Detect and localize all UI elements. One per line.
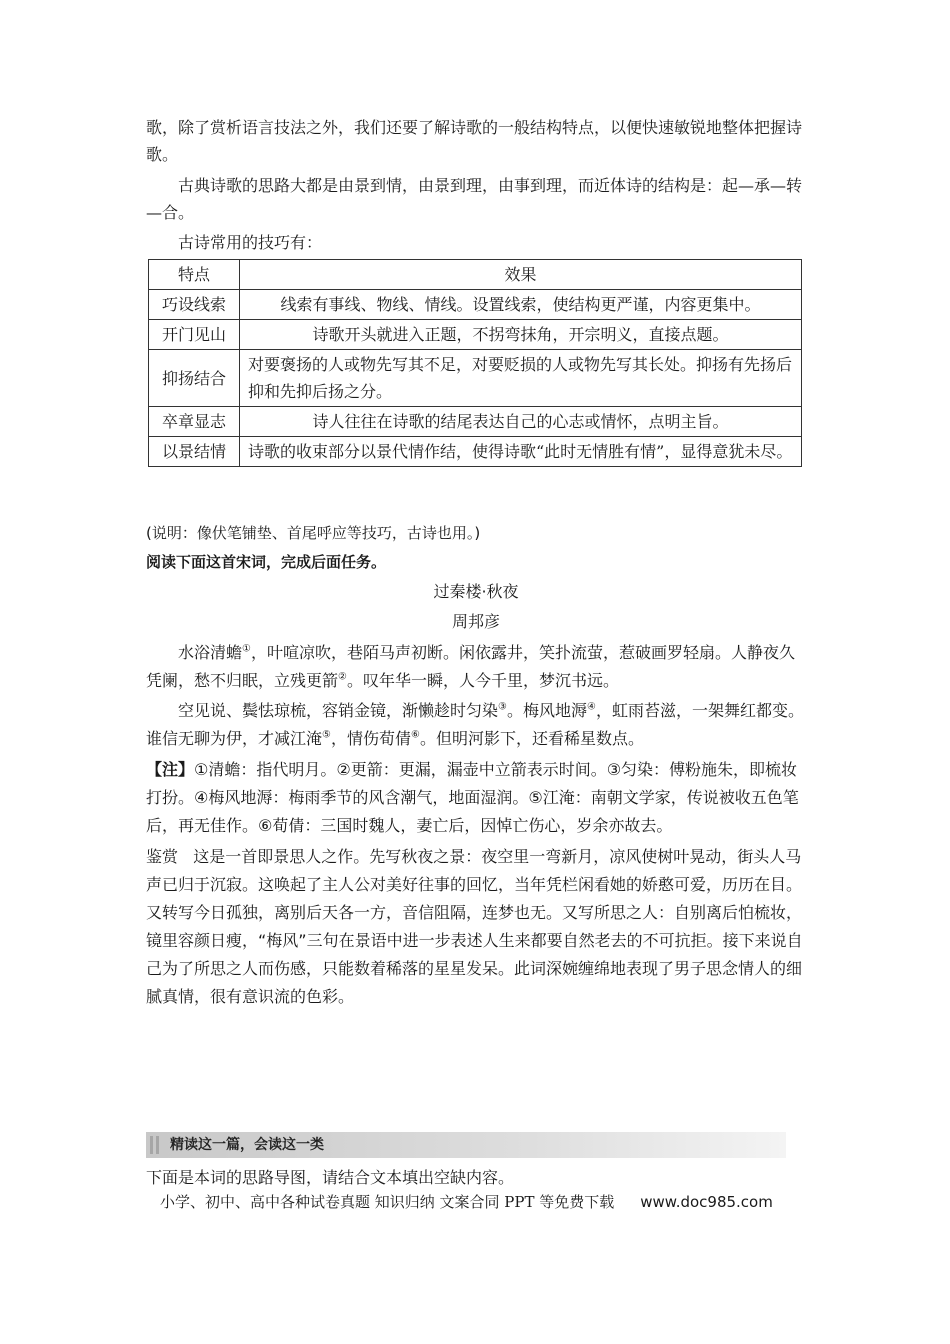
table-cell-effect: 诗歌开头就进入正题，不拐弯抹角，开宗明义，直接点题。 (240, 320, 802, 350)
footnote-mark: ④ (587, 701, 596, 713)
instruction-line: 下面是本词的思路导图，请结合文本填出空缺内容。 (146, 1168, 515, 1187)
section-banner (146, 1132, 786, 1158)
footer-text: 小学、初中、高中各种试卷真题 知识归纳 文案合同 PPT 等免费下载 (160, 1193, 615, 1211)
footnote-mark: ② (338, 671, 347, 683)
table-row (149, 350, 802, 407)
stanza-text: ，情伤荀倩 (330, 729, 411, 748)
appreciation-label: 鉴赏 (146, 847, 179, 866)
table-cell-feature: 开门见山 (149, 320, 240, 350)
poem-author: 周邦彦 (451, 612, 500, 631)
stanza-text: 。叹年华一瞬，人今千里，梦沉书远。 (346, 671, 619, 690)
note-line: (说明：像伏笔铺垫、首尾呼应等技巧，古诗也用。) (146, 524, 481, 542)
footer-url[interactable]: www.doc985.com (640, 1193, 773, 1211)
table-header-effect: 效果 (240, 260, 802, 290)
appreciation-text: 这是一首即景思人之作。先写秋夜之景：夜空里一弯新月，凉风使树叶晃动，街头人马声已归于沉寂。这唤起了主人公对美好往事的回忆，当年凭栏闲看她的娇憨可爱，历历在目。又转写今日孤独，离别后天各一方，音信阻隔，连梦也无。又写所思之人：自别离后怕梳妆，镜里容颜日瘦，“梅风”三句在景语中进一步表述人生来都要自然老去的不可抗拒。接下来说自己为了所思之人而伤感，只能数着稀落的星星发呆。此词深婉缠绵地表现了男子思念情人的细腻真情，很有意识流的色彩。 (146, 847, 803, 1006)
stanza-text: ，虹雨苔滋，一架舞红都变。谁信无聊为伊，才减江淹 (146, 701, 804, 748)
table-cell-effect: 线索有事线、物线、情线。设置线索，使结构更严谨，内容更集中。 (240, 290, 802, 320)
intro-paragraph-2: 古典诗歌的思路大都是由景到情，由景到理，由事到理，而近体诗的结构是：起—承—转—合。 (146, 176, 803, 222)
annotation-text: ①清蟾：指代明月。②更箭：更漏，漏壶中立箭表示时间。③匀染：傅粉施朱，即梳妆打扮。④梅风地溽：梅雨季节的风含潮气，地面湿润。⑤江淹：南朝文学家，传说被收五色笔后，再无佳作。⑥荀倩：三国时魏人，妻亡后，因悼亡伤心，岁余亦故去。 (146, 760, 799, 835)
footnote-mark: ① (242, 643, 251, 655)
table-header-feature: 特点 (149, 260, 240, 290)
annotation-paragraph (146, 756, 806, 840)
footnote-mark: ③ (498, 701, 507, 713)
poem-title: 过秦楼·秋夜 (433, 582, 519, 601)
table-cell-feature: 巧设线索 (149, 290, 240, 320)
table-cell-feature: 卒章显志 (149, 407, 240, 437)
task-line: 阅读下面这首宋词，完成后面任务。 (146, 553, 387, 571)
stanza-text: ，叶喧凉吹，巷陌马声初断。闲依露井，笑扑流萤，惹破画罗轻扇。人静夜久凭阑，愁不归眠，立残更箭 (146, 643, 795, 690)
table-row (149, 407, 802, 437)
table-cell-effect: 诗人往往在诗歌的结尾表达自己的心志或情怀，点明主旨。 (240, 407, 802, 437)
stanza-text: 。但明河影下，还看稀星数点。 (419, 729, 644, 748)
table-cell-effect: 对要褒扬的人或物先写其不足，对要贬损的人或物先写其长处。抑扬有先扬后抑和先抑后扬之分。 (240, 350, 802, 407)
table-cell-feature: 以景结情 (149, 437, 240, 467)
table-cell-feature: 抑扬结合 (149, 350, 240, 407)
footnote-mark: ⑥ (411, 729, 420, 741)
stanza-text: 水浴清蟾 (178, 643, 243, 662)
intro-paragraph-1: 歌，除了赏析语言技法之外，我们还要了解诗歌的一般结构特点，以便快速敏锐地整体把握诗歌。 (146, 118, 803, 164)
footer (160, 1190, 773, 1214)
table-header-row (149, 260, 802, 290)
table-cell-effect: 诗歌的收束部分以景代情作结，使得诗歌“此时无情胜有情”，显得意犹未尽。 (240, 437, 802, 467)
poem-stanza-1 (146, 639, 806, 695)
stanza-text: 。梅风地溽 (506, 701, 587, 720)
techniques-table (148, 259, 802, 467)
table-row (149, 437, 802, 467)
footnote-mark: ⑤ (322, 729, 331, 741)
banner-bar (156, 1136, 159, 1154)
poem-stanza-2 (146, 697, 806, 753)
appreciation-paragraph (146, 843, 806, 1011)
table-row (149, 290, 802, 320)
banner-bar (150, 1136, 153, 1154)
table-row (149, 320, 802, 350)
banner-title: 精读这一篇，会读这一类 (170, 1137, 324, 1153)
intro-paragraph-3: 古诗常用的技巧有： (178, 233, 323, 252)
stanza-text: 空见说、鬓怯琼梳，容销金镜，渐懒趁时匀染 (178, 701, 499, 720)
annotation-label: 【注】 (146, 760, 195, 779)
